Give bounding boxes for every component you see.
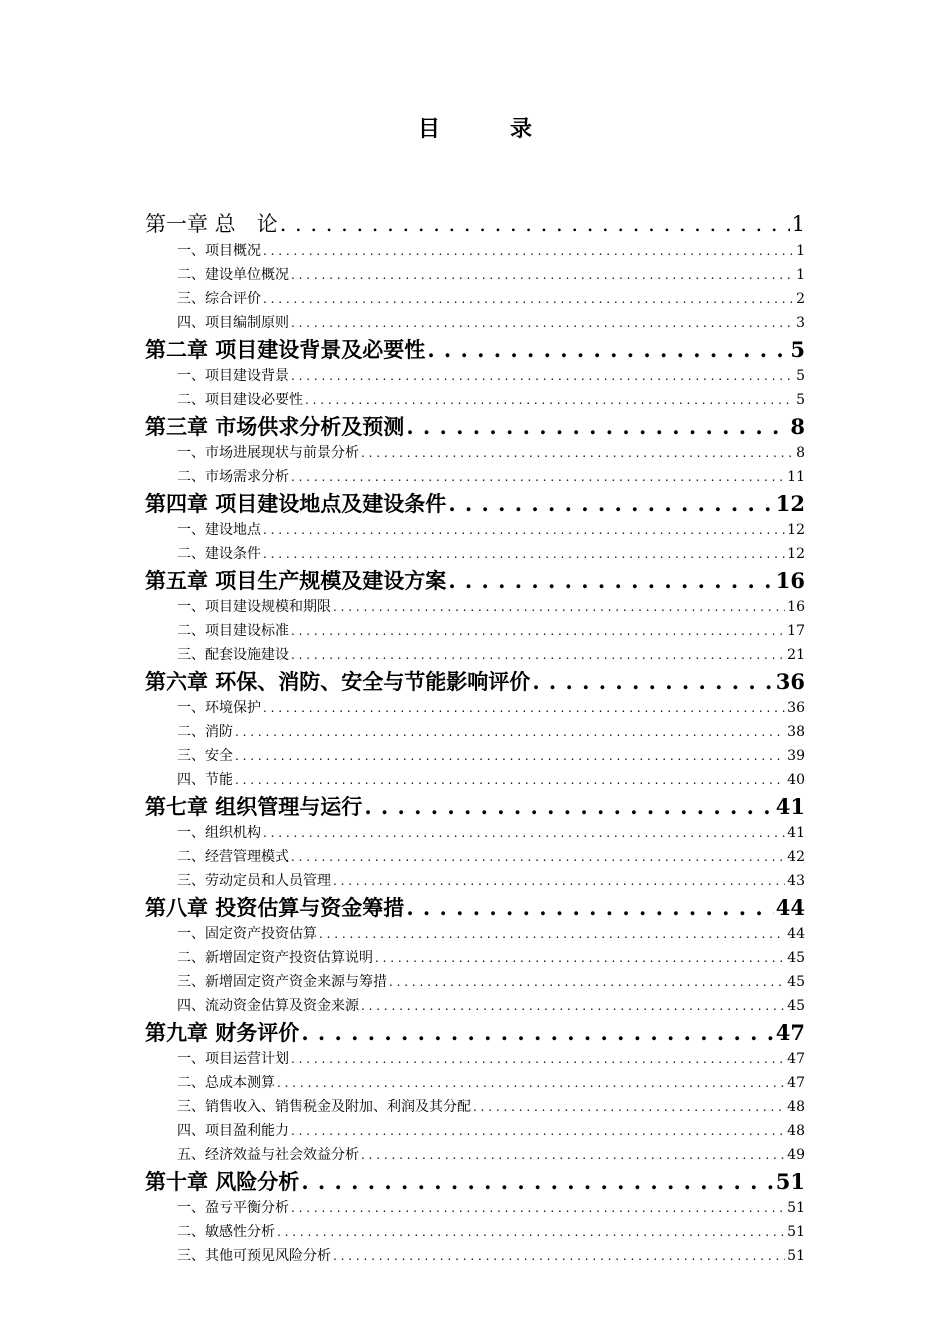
- toc-page-number: 11: [787, 469, 805, 485]
- toc-page-number: 38: [787, 724, 805, 740]
- toc-section-entry[interactable]: [145, 364, 805, 388]
- toc-section-entry[interactable]: [145, 1220, 805, 1244]
- toc-entry-label: 一、项目概况: [177, 243, 261, 259]
- toc-entry-label: 五、经济效益与社会效益分析: [177, 1147, 359, 1163]
- toc-chapter-entry[interactable]: [145, 412, 805, 441]
- toc-chapter-entry[interactable]: [145, 667, 805, 696]
- toc-page-number: 49: [787, 1147, 805, 1163]
- toc-section-entry[interactable]: [145, 922, 805, 946]
- toc-section-entry[interactable]: [145, 311, 805, 335]
- toc-page-number: 51: [787, 1248, 805, 1264]
- toc-dot-leader: [291, 1196, 785, 1220]
- toc-entry-label: 三、其他可预见风险分析: [177, 1248, 331, 1264]
- toc-section-entry[interactable]: [145, 388, 805, 412]
- toc-dot-leader: [263, 696, 785, 720]
- toc-section-entry[interactable]: [145, 263, 805, 287]
- toc-page-number: 12: [787, 546, 805, 562]
- toc-dot-leader: [235, 744, 785, 768]
- toc-page-number: 51: [775, 1169, 805, 1194]
- toc-page-number: 12: [775, 491, 805, 516]
- toc-page-number: 1: [791, 212, 805, 236]
- toc-dot-leader: [263, 239, 794, 263]
- toc-page-number: 47: [787, 1051, 805, 1067]
- toc-entry-label: 四、节能: [177, 772, 233, 788]
- toc-dot-leader: [361, 1143, 785, 1167]
- toc-dot-leader: [235, 768, 785, 792]
- toc-entry-label: 第九章 财务评价: [145, 1020, 300, 1045]
- toc-dot-leader: [448, 489, 773, 518]
- toc-dot-leader: [305, 388, 794, 412]
- toc-dot-leader: [333, 595, 785, 619]
- toc-entry-label: 二、总成本测算: [177, 1075, 275, 1091]
- toc-section-entry[interactable]: [145, 696, 805, 720]
- toc-page-number: 51: [787, 1224, 805, 1240]
- toc-dot-leader: [291, 1119, 785, 1143]
- toc-entry-label: 二、消防: [177, 724, 233, 740]
- toc-dot-leader: [364, 792, 773, 821]
- toc-chapter-entry[interactable]: [145, 1167, 805, 1196]
- toc-section-entry[interactable]: [145, 1143, 805, 1167]
- toc-entry-label: 二、建设条件: [177, 546, 261, 562]
- toc-entry-label: 第十章 风险分析: [145, 1169, 300, 1194]
- toc-entry-label: 二、建设单位概况: [177, 267, 289, 283]
- page-title: [0, 112, 950, 143]
- toc-dot-leader: [301, 1167, 773, 1196]
- toc-page-number: 36: [787, 700, 805, 716]
- toc-dot-leader: [375, 946, 785, 970]
- toc-dot-leader: [448, 566, 773, 595]
- toc-entry-label: 第七章 组织管理与运行: [145, 794, 363, 819]
- toc-entry-label: 三、配套设施建设: [177, 647, 289, 663]
- toc-section-entry[interactable]: [145, 465, 805, 489]
- toc-dot-leader: [291, 465, 785, 489]
- toc-section-entry[interactable]: [145, 744, 805, 768]
- toc-page-number: 40: [787, 772, 805, 788]
- toc-dot-leader: [263, 542, 785, 566]
- toc-page-number: 8: [790, 414, 805, 439]
- toc-dot-leader: [291, 845, 785, 869]
- toc-page-number: 41: [787, 825, 805, 841]
- toc-page-number: 16: [775, 568, 805, 593]
- toc-section-entry[interactable]: [145, 869, 805, 893]
- toc-page-number: 45: [787, 998, 805, 1014]
- toc-section-entry[interactable]: [145, 441, 805, 465]
- toc-entry-label: 二、敏感性分析: [177, 1224, 275, 1240]
- toc-page-number: 45: [787, 974, 805, 990]
- toc-entry-label: 一、组织机构: [177, 825, 261, 841]
- toc-dot-leader: [361, 441, 794, 465]
- toc-chapter-entry[interactable]: [145, 489, 805, 518]
- toc-dot-leader: [319, 922, 785, 946]
- toc-dot-leader: [291, 263, 794, 287]
- toc-chapter-entry[interactable]: [145, 335, 805, 364]
- toc-entry-label: 一、建设地点: [177, 522, 261, 538]
- toc-entry-label: 第六章 环保、消防、安全与节能影响评价: [145, 669, 531, 694]
- toc-dot-leader: [406, 893, 773, 922]
- toc-page-number: 45: [787, 950, 805, 966]
- toc-dot-leader: [406, 412, 788, 441]
- toc-entry-label: 一、市场进展现状与前景分析: [177, 445, 359, 461]
- toc-page-number: 44: [787, 926, 805, 942]
- toc-page-number: 47: [787, 1075, 805, 1091]
- toc-page-number: 5: [796, 392, 805, 408]
- toc-entry-label: 一、环境保护: [177, 700, 261, 716]
- toc-page-number: 44: [775, 895, 805, 920]
- toc-chapter-entry[interactable]: [145, 792, 805, 821]
- toc-section-entry[interactable]: [145, 643, 805, 667]
- toc-section-entry[interactable]: [145, 845, 805, 869]
- toc-page-number: 43: [787, 873, 805, 889]
- toc-entry-label: 第四章 项目建设地点及建设条件: [145, 491, 447, 516]
- toc-entry-label: 第一章 总 论: [145, 212, 278, 236]
- toc-page-number: 1: [796, 243, 805, 259]
- toc-dot-leader: [263, 821, 785, 845]
- toc-dot-leader: [333, 1244, 785, 1268]
- toc-section-entry[interactable]: [145, 287, 805, 311]
- toc-entry-label: 一、固定资产投资估算: [177, 926, 317, 942]
- toc-section-entry[interactable]: [145, 970, 805, 994]
- toc-dot-leader: [263, 518, 785, 542]
- toc-dot-leader: [291, 1047, 785, 1071]
- toc-dot-leader: [235, 720, 785, 744]
- toc-section-entry[interactable]: [145, 720, 805, 744]
- toc-page-number: 41: [775, 794, 805, 819]
- toc-section-entry[interactable]: [145, 768, 805, 792]
- toc-section-entry[interactable]: [145, 239, 805, 263]
- toc-entry-label: 二、经营管理模式: [177, 849, 289, 865]
- title-char-left: 目: [417, 116, 440, 142]
- toc-dot-leader: [263, 287, 794, 311]
- toc-section-entry[interactable]: [145, 1196, 805, 1220]
- toc-chapter-entry[interactable]: [145, 893, 805, 922]
- toc-entry-label: 一、盈亏平衡分析: [177, 1200, 289, 1216]
- toc-page-number: 3: [796, 315, 805, 331]
- toc-dot-leader: [291, 311, 794, 335]
- toc-page-number: 51: [787, 1200, 805, 1216]
- toc-entry-label: 一、项目建设规模和期限: [177, 599, 331, 615]
- toc-entry-label: 第八章 投资估算与资金筹措: [145, 895, 405, 920]
- toc-page-number: 42: [787, 849, 805, 865]
- toc-page-number: 48: [787, 1123, 805, 1139]
- toc-entry-label: 二、项目建设必要性: [177, 392, 303, 408]
- toc-dot-leader: [291, 364, 794, 388]
- toc-page-number: 47: [775, 1020, 805, 1045]
- toc-page-number: 5: [790, 337, 805, 362]
- toc-entry-label: 三、新增固定资产资金来源与筹措: [177, 974, 387, 990]
- toc-entry-label: 二、项目建设标准: [177, 623, 289, 639]
- toc-entry-label: 第五章 项目生产规模及建设方案: [145, 568, 447, 593]
- toc-section-entry[interactable]: [145, 1047, 805, 1071]
- toc-dot-leader: [389, 970, 785, 994]
- toc-dot-leader: [333, 869, 785, 893]
- toc-page-number: 21: [787, 647, 805, 663]
- toc-page-number: 12: [787, 522, 805, 538]
- toc-page-number: 48: [787, 1099, 805, 1115]
- title-char-right: 录: [510, 116, 533, 142]
- toc-page-number: 2: [796, 291, 805, 307]
- toc-entry-label: 三、综合评价: [177, 291, 261, 307]
- toc-section-entry[interactable]: [145, 1244, 805, 1268]
- toc-entry-label: 一、项目建设背景: [177, 368, 289, 384]
- toc-section-entry[interactable]: [145, 619, 805, 643]
- toc-entry-label: 四、项目盈利能力: [177, 1123, 289, 1139]
- toc-dot-leader: [277, 1220, 785, 1244]
- toc-entry-label: 三、安全: [177, 748, 233, 764]
- toc-chapter-entry[interactable]: [145, 566, 805, 595]
- toc-dot-leader: [361, 994, 785, 1018]
- toc-dot-leader: [427, 335, 788, 364]
- toc-dot-leader: [291, 619, 785, 643]
- toc-page-number: 16: [787, 599, 805, 615]
- toc-section-entry[interactable]: [145, 542, 805, 566]
- toc-entry-label: 二、市场需求分析: [177, 469, 289, 485]
- toc-entry-label: 四、项目编制原则: [177, 315, 289, 331]
- toc-entry-label: 三、劳动定员和人员管理: [177, 873, 331, 889]
- toc-section-entry[interactable]: [145, 821, 805, 845]
- toc-entry-label: 四、流动资金估算及资金来源: [177, 998, 359, 1014]
- toc-entry-label: 三、销售收入、销售税金及附加、利润及其分配: [177, 1099, 471, 1115]
- toc-page-number: 8: [796, 445, 805, 461]
- toc-entry-label: 第二章 项目建设背景及必要性: [145, 337, 426, 362]
- toc-chapter-entry[interactable]: [145, 1018, 805, 1047]
- toc-section-entry[interactable]: [145, 518, 805, 542]
- toc-section-entry[interactable]: [145, 994, 805, 1018]
- toc-dot-leader: [473, 1095, 785, 1119]
- toc-page-number: 36: [775, 669, 805, 694]
- toc-section-entry[interactable]: [145, 1119, 805, 1143]
- toc-page-number: 39: [787, 748, 805, 764]
- toc-dot-leader: [277, 1071, 785, 1095]
- toc-entry-label: 第三章 市场供求分析及预测: [145, 414, 405, 439]
- toc-section-entry[interactable]: [145, 1071, 805, 1095]
- toc-page-number: 1: [796, 267, 805, 283]
- toc-entry-label: 一、项目运营计划: [177, 1051, 289, 1067]
- toc-section-entry[interactable]: [145, 595, 805, 619]
- toc-page-number: 17: [787, 623, 805, 639]
- toc-section-entry[interactable]: [145, 946, 805, 970]
- toc-dot-leader: [301, 1018, 773, 1047]
- toc-dot-leader: [280, 210, 790, 239]
- toc-dot-leader: [532, 667, 773, 696]
- toc-page-number: 5: [796, 368, 805, 384]
- table-of-contents: [145, 210, 805, 1268]
- toc-chapter-entry[interactable]: [145, 210, 805, 239]
- toc-section-entry[interactable]: [145, 1095, 805, 1119]
- toc-dot-leader: [291, 643, 785, 667]
- toc-entry-label: 二、新增固定资产投资估算说明: [177, 950, 373, 966]
